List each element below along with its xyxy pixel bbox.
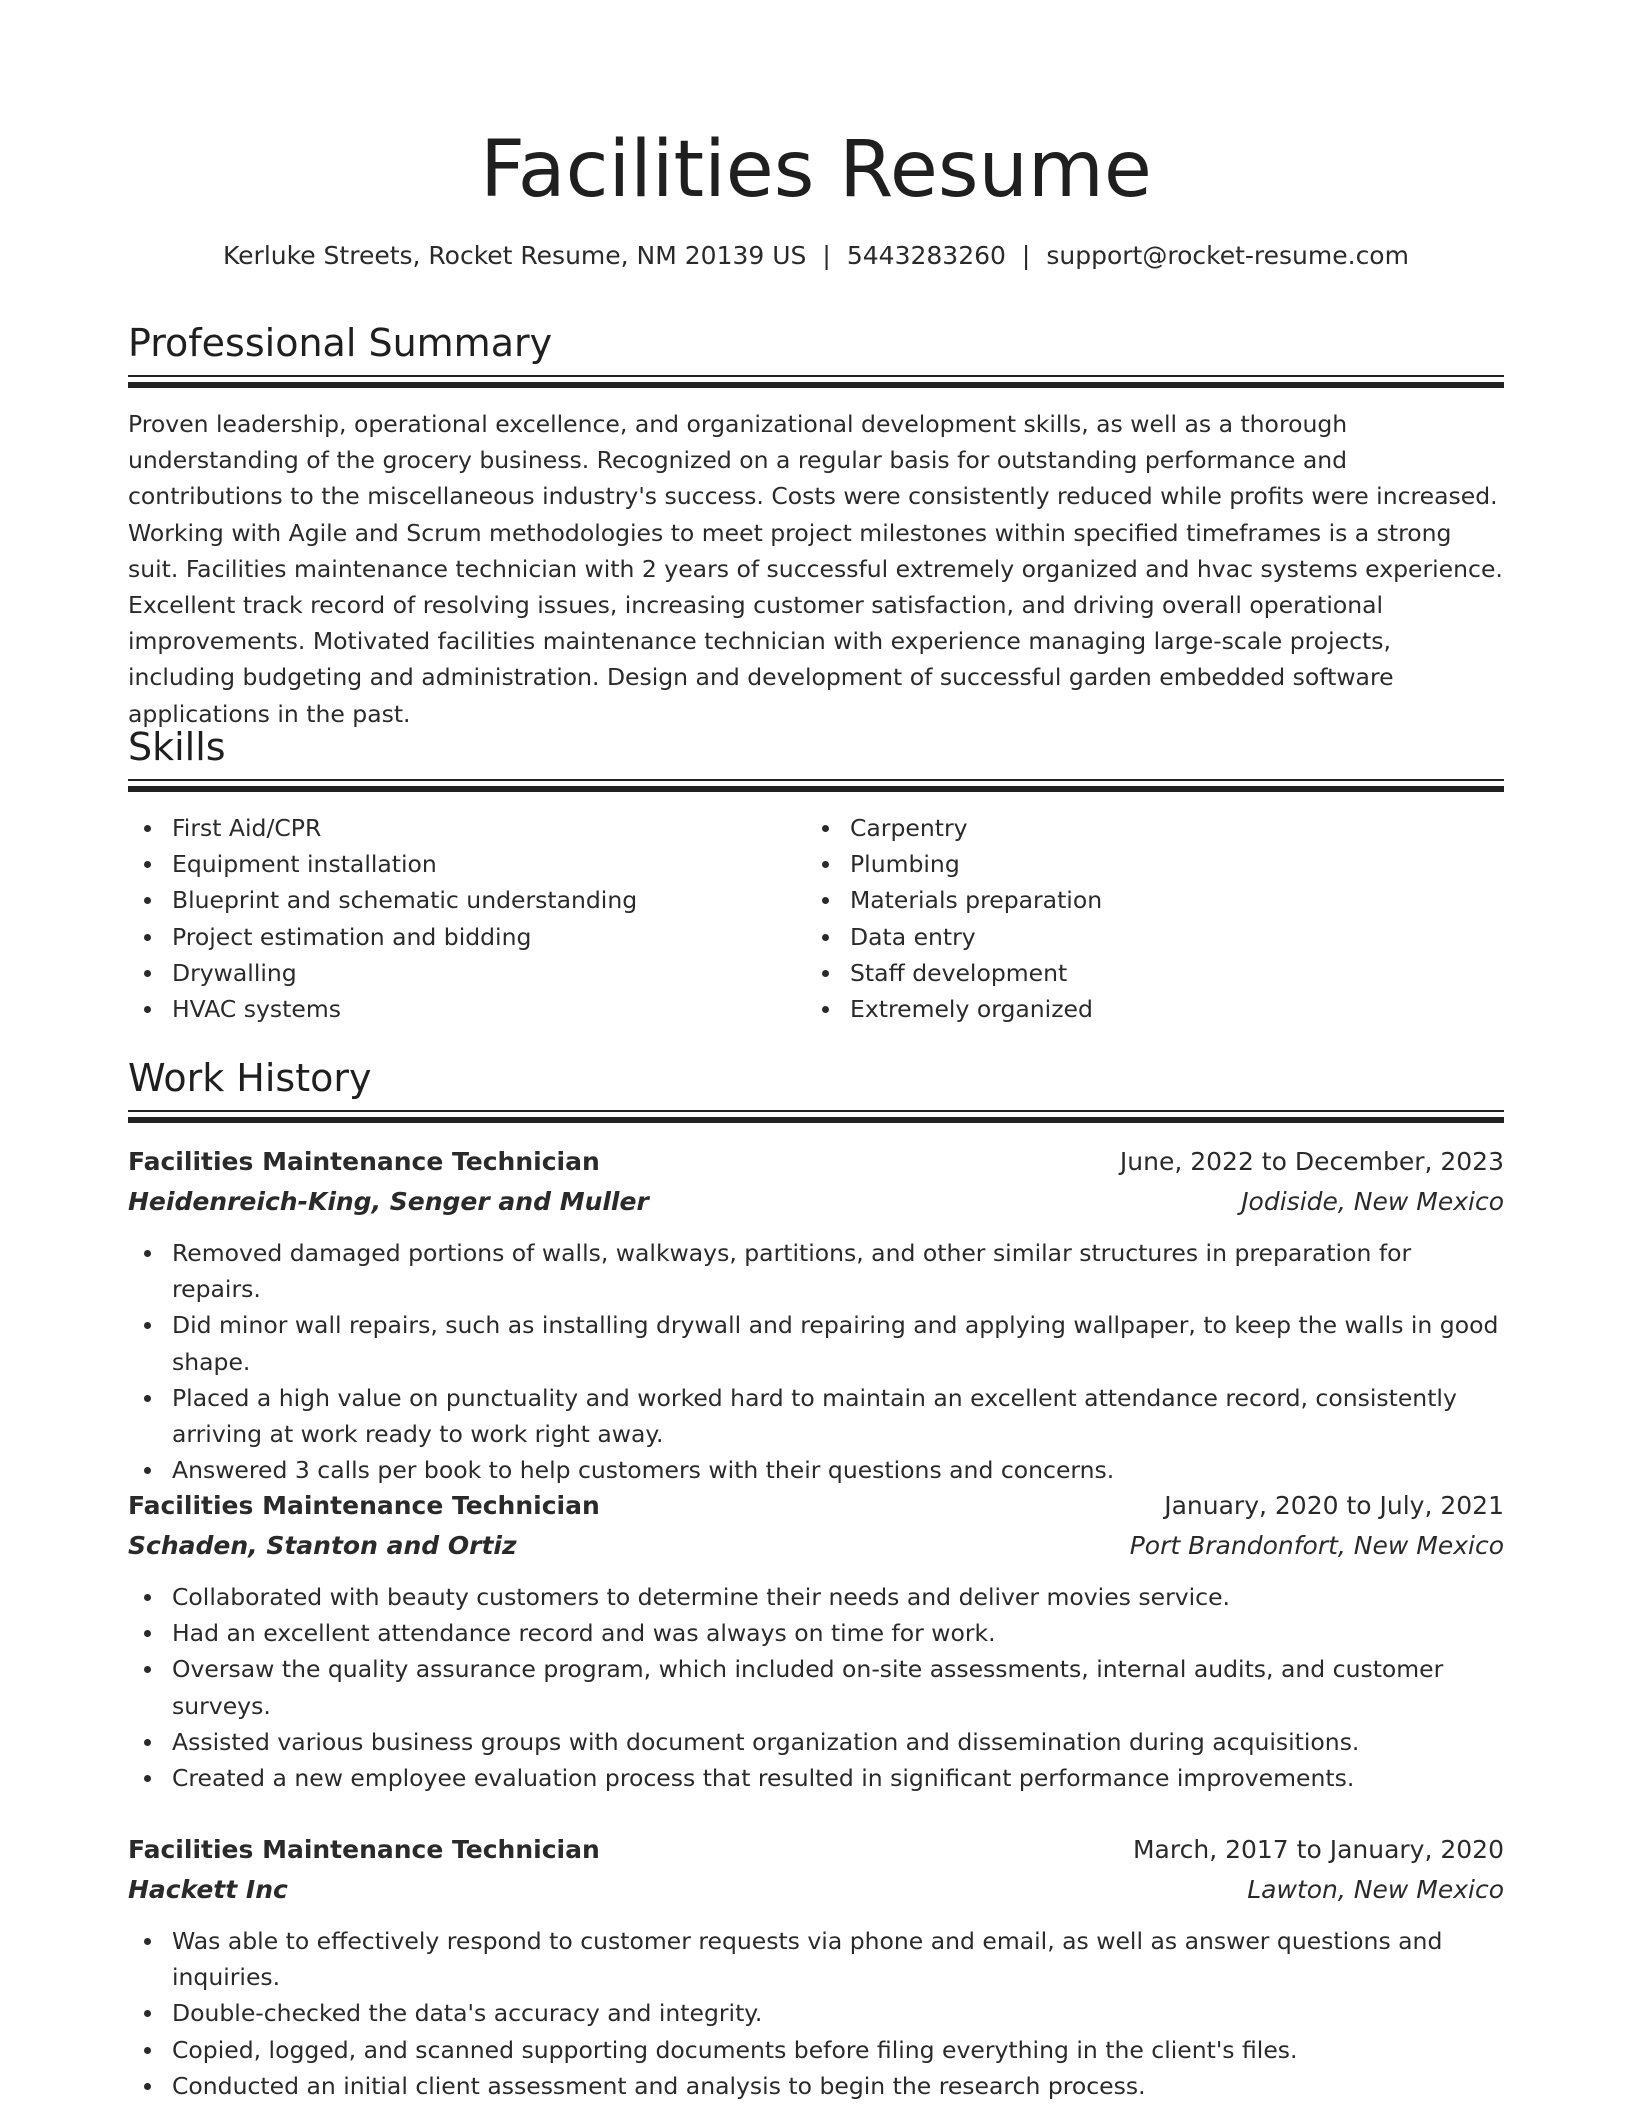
job-company-row [128, 1182, 1504, 1222]
job-dates: March, 2017 to January, 2020 [1132, 1835, 1504, 1864]
job-bullet-list [128, 1579, 1504, 1796]
job-bullet-list [128, 1923, 1504, 2104]
skill-item: Carpentry [806, 810, 1504, 846]
contact-separator: | [822, 241, 831, 270]
job-title: Facilities Maintenance Technician [128, 1147, 600, 1176]
job-entry [128, 1486, 1504, 1796]
section-divider [128, 375, 1504, 389]
skill-item: Drywalling [128, 955, 798, 991]
contact-email: support@rocket-resume.com [1046, 241, 1409, 270]
skill-item: First Aid/CPR [128, 810, 798, 846]
section-heading-skills: Skills [128, 725, 226, 769]
job-company-row [128, 1526, 1504, 1566]
resume-title: Facilities Resume [480, 125, 1152, 215]
job-entry [128, 1142, 1504, 1488]
job-bullet: Placed a high value on punctuality and worked hard to maintain an excellent attendance record, consistently arriving at work ready to work right away. [128, 1380, 1504, 1452]
skills-list-right [806, 810, 1504, 1027]
job-header-row [128, 1486, 1504, 1526]
skill-item: Staff development [806, 955, 1504, 991]
job-location: Lawton, New Mexico [1247, 1875, 1504, 1904]
job-bullet: Did minor wall repairs, such as installing drywall and repairing and applying wallpaper, to keep the walls in good shape. [128, 1307, 1504, 1379]
job-bullet: Removed damaged portions of walls, walkways, partitions, and other similar structures in preparation for repairs. [128, 1235, 1504, 1307]
job-dates: January, 2020 to July, 2021 [1164, 1491, 1504, 1520]
job-entry [128, 1830, 1504, 2104]
summary-text: Proven leadership, operational excellence, and organizational development skills, as well as a thorough understanding of the grocery business. Recognized on a regular basis for outstanding performance and contributions to the miscellaneous industry's success. Costs were consistently reduced while profits were increased. Working with Agile and Scrum methodologies to meet project milestones within specified timeframes is a strong suit. Facilities maintenance technician with 2 years of successful extremely organized and hvac systems experience. Excellent track record of resolving issues, increasing customer satisfaction, and driving overall operational improvements. Motivated facilities maintenance technician with experience managing large-scale projects, including budgeting and administration. Design and development of successful garden embedded software applications in the past. [128, 410, 1503, 728]
job-company: Schaden, Stanton and Ortiz [128, 1531, 517, 1560]
skill-item: Plumbing [806, 846, 1504, 882]
job-company: Heidenreich-King, Senger and Muller [128, 1187, 649, 1216]
skill-item: HVAC systems [128, 991, 798, 1027]
contact-line [128, 236, 1504, 276]
section-heading-work-history: Work History [128, 1056, 372, 1100]
job-bullet: Copied, logged, and scanned supporting documents before filing everything in the client's files. [128, 2032, 1504, 2068]
job-location: Jodiside, New Mexico [1241, 1187, 1504, 1216]
job-bullet: Collaborated with beauty customers to determine their needs and deliver movies service. [128, 1579, 1504, 1615]
skill-item: Project estimation and bidding [128, 919, 798, 955]
contact-separator: | [1021, 241, 1031, 270]
section-divider [128, 779, 1504, 793]
job-title: Facilities Maintenance Technician [128, 1835, 600, 1864]
skills-list-left [128, 810, 798, 1027]
job-bullet: Had an excellent attendance record and was always on time for work. [128, 1615, 1504, 1651]
job-location: Port Brandonfort, New Mexico [1129, 1531, 1504, 1560]
skill-item: Equipment installation [128, 846, 798, 882]
contact-phone: 5443283260 [846, 241, 1006, 270]
section-divider [128, 1110, 1504, 1124]
job-bullet-list [128, 1235, 1504, 1488]
skill-item: Materials preparation [806, 882, 1504, 918]
job-header-row [128, 1142, 1504, 1182]
contact-address: Kerluke Streets, Rocket Resume, NM 20139 US [223, 241, 807, 270]
skill-item: Blueprint and schematic understanding [128, 882, 798, 918]
job-bullet: Double-checked the data's accuracy and integrity. [128, 1995, 1504, 2031]
job-bullet: Was able to effectively respond to customer requests via phone and email, as well as answer questions and inquiries. [128, 1923, 1504, 1995]
job-company: Hackett Inc [128, 1875, 288, 1904]
section-heading-summary: Professional Summary [128, 321, 553, 365]
job-bullet: Answered 3 calls per book to help customers with their questions and concerns. [128, 1452, 1504, 1488]
job-title: Facilities Maintenance Technician [128, 1491, 600, 1520]
job-header-row [128, 1830, 1504, 1870]
job-bullet: Conducted an initial client assessment and analysis to begin the research process. [128, 2068, 1504, 2104]
skill-item: Extremely organized [806, 991, 1504, 1027]
job-dates: June, 2022 to December, 2023 [1119, 1147, 1504, 1176]
skill-item: Data entry [806, 919, 1504, 955]
job-bullet: Assisted various business groups with document organization and dissemination during acquisitions. [128, 1724, 1504, 1760]
job-bullet: Created a new employee evaluation process that resulted in significant performance improvements. [128, 1760, 1504, 1796]
job-company-row [128, 1870, 1504, 1910]
job-bullet: Oversaw the quality assurance program, which included on-site assessments, internal audits, and customer surveys. [128, 1651, 1504, 1723]
